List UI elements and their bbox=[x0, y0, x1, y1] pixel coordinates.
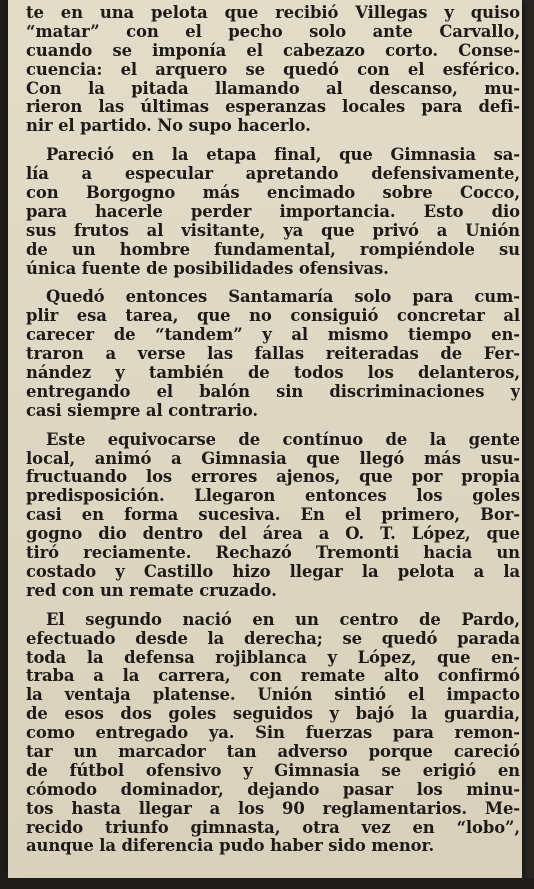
text-line: de esos dos goles seguidos y bajó la guardia, bbox=[26, 705, 520, 724]
text-line: red con un remate cruzado. bbox=[26, 581, 277, 600]
text-line: Con la pitada llamando al descanso, mu- bbox=[26, 79, 520, 98]
text-line: Quedó entonces Santamaría solo para cum- bbox=[46, 288, 520, 307]
text-line: de fútbol ofensivo y Gimnasia se erigió en bbox=[26, 761, 520, 780]
text-line: carecer de “tandem” y al mismo tiempo en- bbox=[26, 326, 520, 345]
text-line: aunque la diferencia pudo haber sido menor. bbox=[26, 837, 435, 856]
text-line: “matar” con el pecho solo ante Carvallo, bbox=[26, 22, 520, 41]
text-line: casi en forma sucesiva. En el primero, Bor- bbox=[26, 506, 520, 525]
article-column bbox=[26, 4, 520, 856]
paragraph-4 bbox=[26, 431, 520, 601]
text-line: costado y Castillo hizo llegar la pelota a la bbox=[26, 562, 520, 581]
text-line: casi siempre al contrario. bbox=[26, 401, 259, 420]
text-line: cuando se imponía el cabezazo corto. Conse- bbox=[26, 41, 520, 60]
text-line: traron a verse las fallas reiteradas de Fer- bbox=[26, 345, 520, 364]
text-line: entregando el balón sin discriminaciones y bbox=[26, 382, 520, 401]
text-line: rieron las últimas esperanzas locales para defi- bbox=[26, 98, 520, 117]
text-line: toda la defensa rojiblanca y López, que en- bbox=[26, 648, 520, 667]
text-line: tar un marcador tan adverso porque careció bbox=[26, 742, 520, 761]
newspaper-clipping bbox=[8, 0, 522, 878]
text-line: tos hasta llegar a los 90 reglamentarios. Me- bbox=[26, 799, 520, 818]
paragraph-3 bbox=[26, 288, 520, 420]
text-line: Este equivocarse de contínuo de la gente bbox=[46, 430, 520, 449]
text-line: cómodo dominador, dejando pasar los minu- bbox=[26, 780, 520, 799]
text-line: traba a la carrera, con remate alto confirmó bbox=[26, 667, 520, 686]
text-line: Pareció en la etapa final, que Gimnasia sa- bbox=[46, 146, 520, 165]
paragraph-5 bbox=[26, 611, 520, 857]
text-line: nández y también de todos los delanteros, bbox=[26, 364, 520, 383]
bottom-dark-margin bbox=[0, 878, 534, 889]
text-line: fructuando los errores ajenos, que por propia bbox=[26, 468, 520, 487]
text-line: local, animó a Gimnasia que llegó más usu- bbox=[26, 449, 520, 468]
text-line: sus frutos al visitante, ya que privó a Unión bbox=[26, 221, 520, 240]
paragraph-1 bbox=[26, 4, 520, 136]
text-line: única fuente de posibilidades ofensivas. bbox=[26, 259, 389, 278]
text-line: tiró reciamente. Rechazó Tremonti hacia un bbox=[26, 544, 520, 563]
text-line: plir esa tarea, que no consiguió concretar al bbox=[26, 307, 520, 326]
text-line: para hacerle perder importancia. Esto dio bbox=[26, 202, 520, 221]
text-line: gogno dio dentro del área a O. T. López, que bbox=[26, 525, 520, 544]
text-line: nir el partido. No supo hacerlo. bbox=[26, 117, 311, 136]
left-dark-margin bbox=[0, 0, 8, 889]
text-line: como entregado ya. Sin fuerzas para remon- bbox=[26, 724, 520, 743]
text-line: te en una pelota que recibió Villegas y quiso bbox=[26, 4, 520, 22]
text-line: recido triunfo gimnasta, otra vez en “lobo”, bbox=[26, 818, 520, 837]
paragraph-2 bbox=[26, 146, 520, 278]
text-line: efectuado desde la derecha; se quedó parada bbox=[26, 629, 520, 648]
text-line: predisposición. Llegaron entonces los goles bbox=[26, 487, 520, 506]
text-line: con Borgogno más encimado sobre Cocco, bbox=[26, 184, 520, 203]
text-line: El segundo nació en un centro de Pardo, bbox=[46, 610, 520, 629]
text-line: lía a especular apretando defensivamente, bbox=[26, 165, 520, 184]
text-line: cuencia: el arquero se quedó con el esférico. bbox=[26, 60, 520, 79]
text-line: la ventaja platense. Unión sintió el impacto bbox=[26, 686, 520, 705]
text-line: de un hombre fundamental, rompiéndole su bbox=[26, 240, 520, 259]
